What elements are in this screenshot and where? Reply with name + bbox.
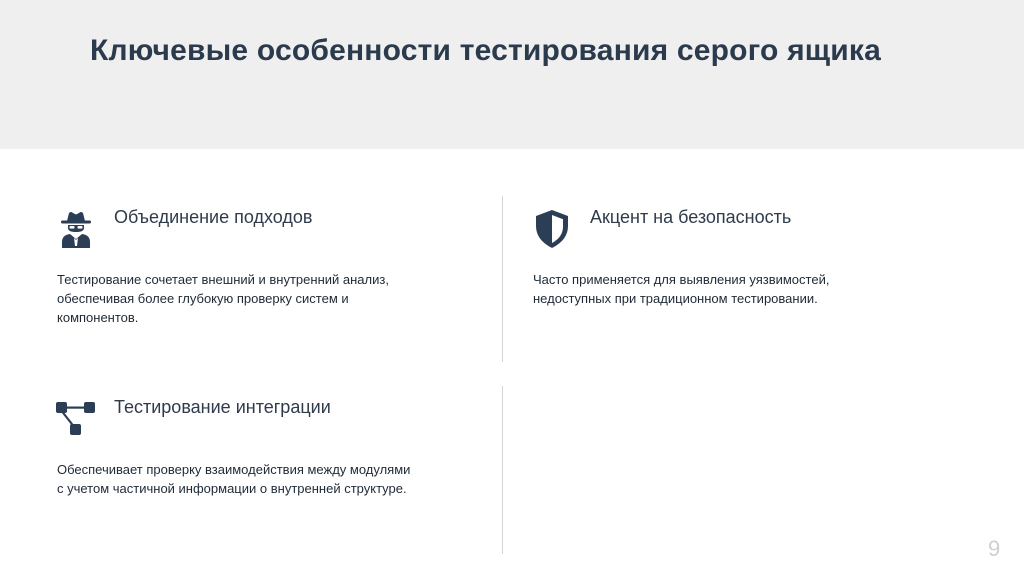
- feature-text-security-focus: [533, 270, 829, 308]
- feature-text-line: компонентов.: [57, 310, 139, 325]
- feature-text-line: с учетом частичной информации о внутренней структуре.: [57, 481, 407, 496]
- feature-text-line: Часто применяется для выявления уязвимостей,: [533, 272, 830, 287]
- feature-text-integration-testing: [57, 460, 410, 498]
- column-divider-bottom: [502, 386, 503, 554]
- header-band: [0, 0, 1024, 149]
- spy-icon: [56, 208, 96, 248]
- feature-heading-integration-testing: Тестирование интеграции: [114, 397, 331, 417]
- feature-text-combined-approaches: [57, 270, 389, 327]
- shield-icon: [532, 208, 572, 248]
- feature-heading-security-focus: Акцент на безопасность: [590, 207, 792, 227]
- slide-title: Ключевые особенности тестирования серого ящика: [90, 34, 882, 67]
- feature-text-line: Тестирование сочетает внешний и внутренний анализ,: [57, 272, 389, 287]
- feature-text-line: Обеспечивает проверку взаимодействия между модулями: [57, 462, 411, 477]
- feature-text-line: обеспечивая более глубокую проверку систем и: [57, 291, 349, 306]
- column-divider-top: [502, 196, 503, 362]
- page-number: 9: [988, 536, 1001, 561]
- feature-text-line: недоступных при традиционном тестировании.: [533, 291, 818, 306]
- feature-heading-combined-approaches: Объединение подходов: [114, 207, 313, 227]
- network-icon: [55, 398, 95, 438]
